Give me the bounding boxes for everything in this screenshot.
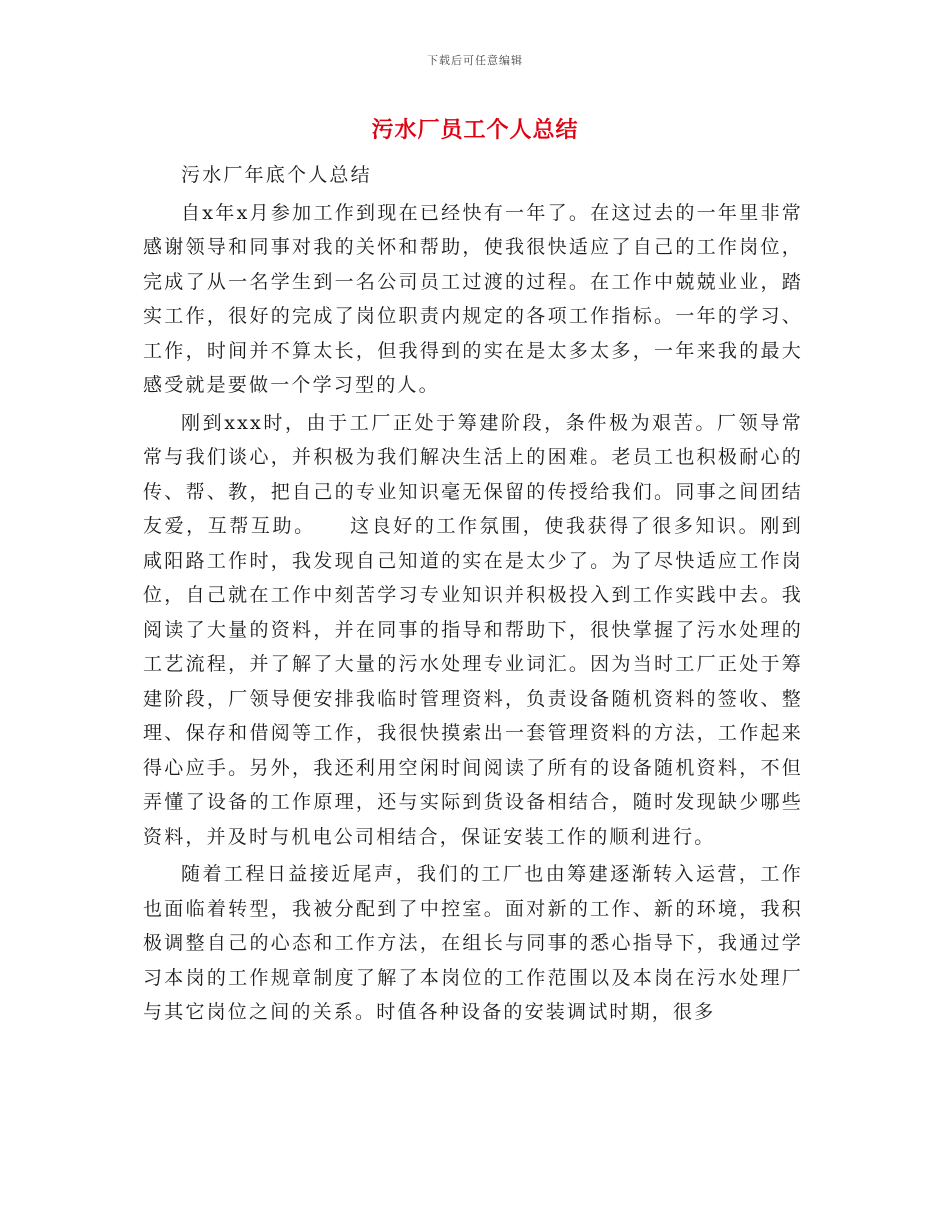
document-body <box>143 158 803 1030</box>
paragraph-3: 随着工程日益接近尾声，我们的工厂也由筹建逐渐转入运营，工作也面临着转型，我被分配到了中控室。面对新的工作、新的环境，我积极调整自己的心态和工作方法，在组长与同事的悉心指导下，我通过学习本岗的工作规章制度了解了本岗位的工作范围以及本岗在污水处理厂与其它岗位之间的关系。时值各种设备的安装调试时期，很多 <box>143 863 803 1023</box>
document-title: 污水厂员工个人总结 <box>371 117 579 143</box>
paragraph-1: 自x年x月参加工作到现在已经快有一年了。在这过去的一年里非常感谢领导和同事对我的关怀和帮助，使我很快适应了自己的工作岗位，完成了从一名学生到一名公司员工过渡的过程。在工作中兢兢业业，踏实工作，很好的完成了岗位职责内规定的各项工作指标。一年的学习、工作，时间并不算太长，但我得到的实在是太多太多，一年来我的最大感受就是要做一个学习型的人。 <box>143 201 803 396</box>
header-note: 下载后可任意编辑 <box>427 54 523 67</box>
paragraph-2: 刚到xxx时，由于工厂正处于筹建阶段，条件极为艰苦。厂领导常常与我们谈心，并积极为我们解决生活上的困难。老员工也积极耐心的传、帮、教，把自己的专业知识毫无保留的传授给我们。同事之间团结友爱，互帮互助。 这良好的工作氛围，使我获得了很多知识。刚到咸阳路工作时，我发现自己知道的实在是太少了。为了尽快适应工作岗位，自己就在工作中刻苦学习专业知识并积极投入到工作实践中去。我阅读了大量的资料，并在同事的指导和帮助下，很快掌握了污水处理的工艺流程，并了解了大量的污水处理专业词汇。因为当时工厂正处于筹建阶段，厂领导便安排我临时管理资料，负责设备随机资料的签收、整理、保存和借阅等工作，我很快摸索出一套管理资料的方法，工作起来得心应手。另外，我还利用空闲时间阅读了所有的设备随机资料，不但弄懂了设备的工作原理，还与实际到货设备相结合，随时发现缺少哪些资料，并及时与机电公司相结合，保证安装工作的顺利进行。 <box>143 411 803 848</box>
document-subtitle: 污水厂年底个人总结 <box>181 164 372 186</box>
